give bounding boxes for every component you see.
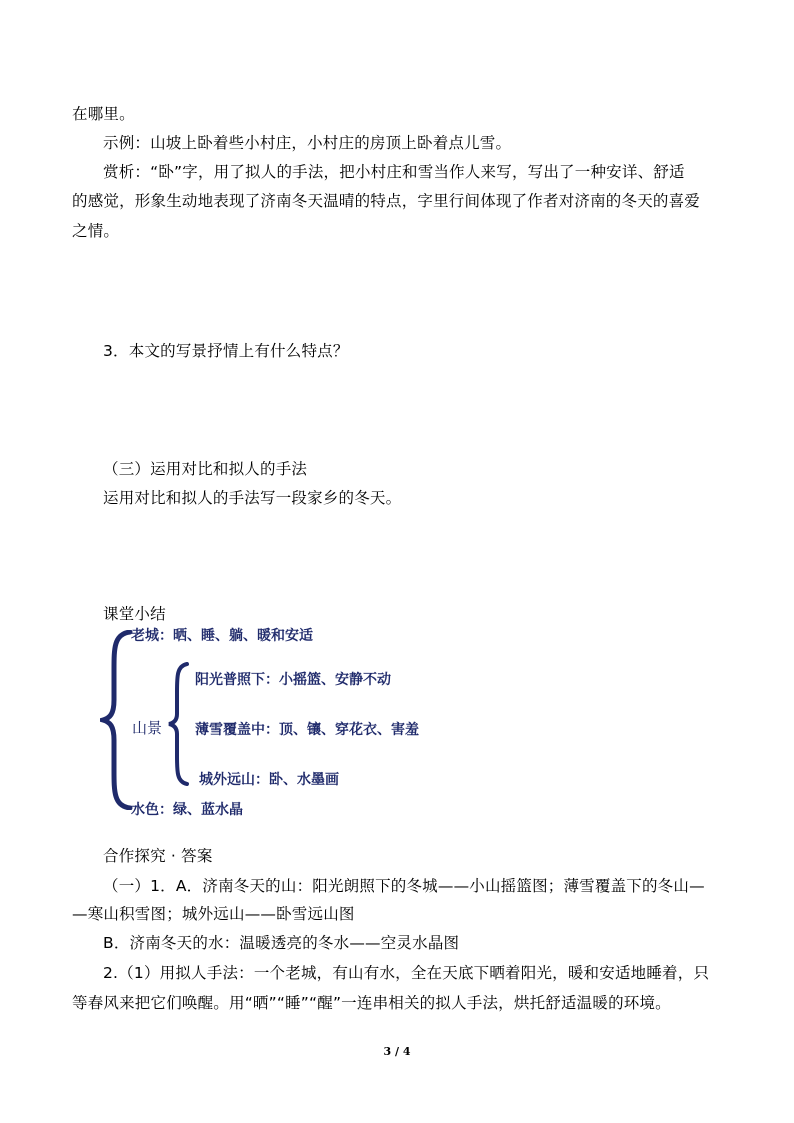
summary-far-mountain: 城外远山：卧、水墨画 [199,772,339,788]
answer-line: 2.（1）用拟人手法：一个老城，有山有水，全在天底下晒着阳光，暖和安适地睡着，只 [103,964,710,982]
summary-snow: 薄雪覆盖中：顶、镶、穿花衣、害羞 [195,722,419,738]
answer-line: B．济南冬天的水：温暖透亮的冬水——空灵水晶图 [103,934,460,952]
answer-line: —寒山积雪图；城外远山——卧雪远山图 [72,905,355,923]
page-number: 3 / 4 [383,1045,411,1058]
answer-line: （一）1．A．济南冬天的山：阳光朗照下的冬城——小山摇篮图；薄雪覆盖下的冬山— [103,877,705,895]
summary-water: 水色：绿、蓝水晶 [131,802,243,818]
text-line: 的感觉，形象生动地表现了济南冬天温晴的特点，字里行间体现了作者对济南的冬天的喜爱 [72,192,701,210]
summary-title: 课堂小结 [103,605,166,623]
section-heading: （三）运用对比和拟人的手法 [103,460,308,478]
summary-mountain-label: 山景 [132,719,163,737]
text-line: 之情。 [72,222,120,240]
text-line: 在哪里。 [72,105,135,123]
question-3: 3．本文的写景抒情上有什么特点？ [103,342,349,360]
summary-sunny: 阳光普照下：小摇篮、安静不动 [195,672,391,688]
large-brace-icon [100,630,134,810]
exercise-text: 运用对比和拟人的手法写一段家乡的冬天。 [103,489,402,507]
summary-old-city: 老城：晒、睡、躺、暖和安适 [131,628,313,644]
text-line: 赏析：“卧”字，用了拟人的手法，把小村庄和雪当作人来写，写出了一种安详、舒适 [103,163,685,181]
answer-line: 等春风来把它们唤醒。用“晒”“睡”“醒”一连串相关的拟人手法，烘托舒适温暖的环境。 [72,994,671,1012]
answers-heading: 合作探究 · 答案 [103,847,213,865]
text-line: 示例：山坡上卧着些小村庄，小村庄的房顶上卧着点儿雪。 [103,134,512,152]
small-brace-icon [166,662,190,786]
